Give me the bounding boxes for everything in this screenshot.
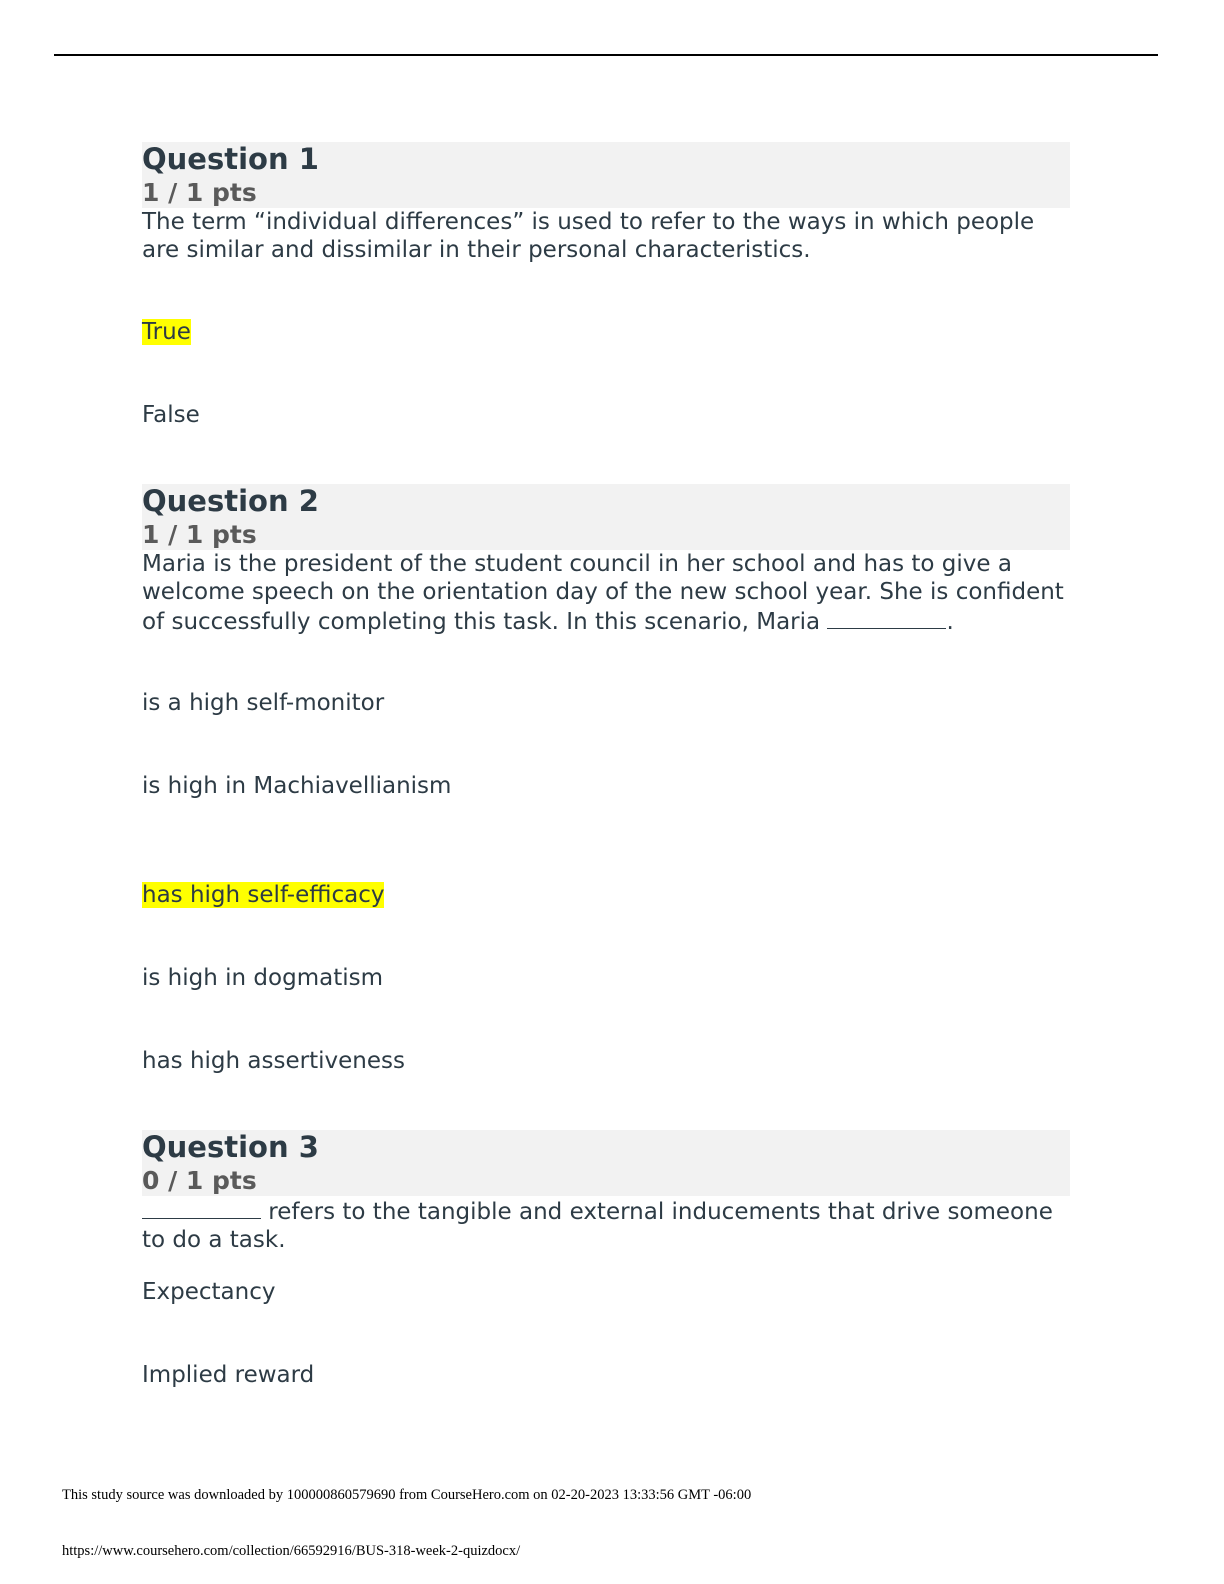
question-1-option-true[interactable] [142, 318, 191, 346]
question-2-text [142, 550, 1072, 636]
question-2-option-3[interactable] [142, 881, 384, 909]
footer-source-line: This study source was downloaded by 100000860579690 from CourseHero.com on 02-20-2023 13:33:56 GMT -06:00 [62, 1487, 752, 1503]
question-2-option-5[interactable]: has high assertiveness [142, 1048, 405, 1074]
question-2-option-1[interactable]: is a high self-monitor [142, 690, 385, 716]
question-3-text-body: refers to the tangible and external inducements that drive someone to do a task. [142, 1199, 1053, 1253]
question-2-title: Question 2 [142, 484, 319, 518]
question-3-points: 0 / 1 pts [142, 1166, 257, 1195]
answer-blank [827, 606, 946, 629]
question-2-option-2[interactable]: is high in Machiavellianism [142, 773, 452, 799]
question-3-option-2[interactable]: Implied reward [142, 1362, 315, 1388]
answer-blank [142, 1196, 261, 1219]
question-2-text-end: . [946, 609, 954, 635]
question-2-points: 1 / 1 pts [142, 520, 257, 549]
question-3-title: Question 3 [142, 1130, 319, 1164]
question-3-text [142, 1196, 1072, 1254]
question-1-points: 1 / 1 pts [142, 178, 257, 207]
question-2-text-body: Maria is the president of the student council in her school and has to give a welcome speech on the orientation day of the new school year. She is confident of successfully completing this task. In this scenario, Maria [142, 551, 1064, 635]
answer-highlight: has high self-efficacy [142, 882, 385, 908]
question-1-text: The term “individual differences” is used to refer to the ways in which people are similar and dissimilar in their personal characteristics. [142, 209, 1035, 263]
footer-url[interactable]: https://www.coursehero.com/collection/66592916/BUS-318-week-2-quizdocx/ [62, 1543, 521, 1559]
question-1-option-false[interactable]: False [142, 402, 200, 428]
top-divider [54, 54, 1158, 56]
question-2-option-4[interactable]: is high in dogmatism [142, 965, 383, 991]
question-1-title: Question 1 [142, 142, 319, 176]
answer-highlight: True [142, 319, 191, 345]
question-3-option-1[interactable]: Expectancy [142, 1279, 276, 1305]
